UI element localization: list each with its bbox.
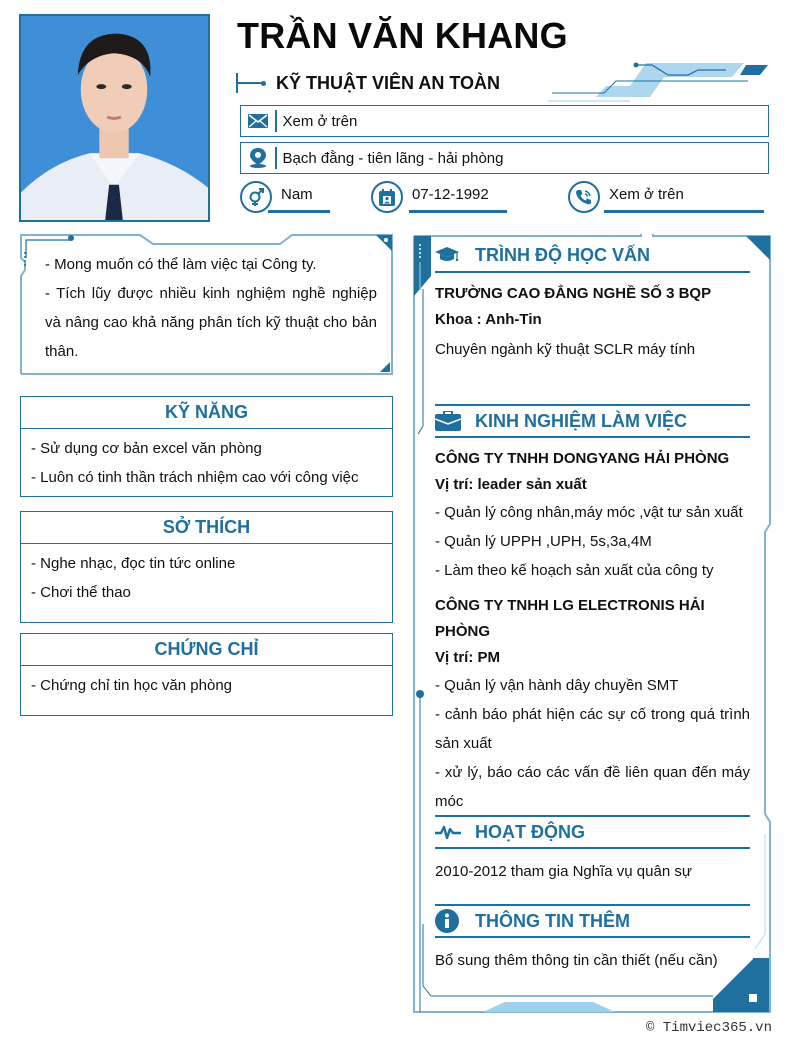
- job-title: KỸ THUẬT VIÊN AN TOÀN: [276, 73, 501, 93]
- objective-line: - Tích lũy được nhiều kinh nghiệm nghề nghiệp và nâng cao khả năng phân tích kỹ thuật cho bản thân.: [45, 285, 377, 360]
- job-detail: - Quản lý công nhân,máy móc ,vật tư sản xuất: [435, 504, 743, 521]
- additional-info-text: Bổ sung thêm thông tin cần thiết (nếu cần): [435, 952, 718, 969]
- education-title: TRÌNH ĐỘ HỌC VẤN: [475, 244, 650, 265]
- activities-section: [435, 815, 750, 886]
- portrait-image: [21, 16, 208, 220]
- birthday-field: [371, 181, 509, 215]
- education-section: [435, 239, 750, 364]
- gender-field: [240, 181, 332, 215]
- gender-value: Nam: [281, 186, 313, 203]
- skills-title: KỸ NĂNG: [21, 397, 392, 429]
- address-field: [240, 142, 769, 174]
- objective-line: - Mong muốn có thể làm việc tại Công ty.: [45, 256, 317, 273]
- additional-info-header: [435, 904, 750, 938]
- additional-info-section: [435, 904, 750, 975]
- gender-icon: [240, 181, 272, 213]
- additional-info-title: THÔNG TIN THÊM: [475, 910, 630, 931]
- phone-field: [568, 181, 764, 215]
- job-detail: - Làm theo kế hoạch sản xuất của công ty: [435, 562, 714, 579]
- graduation-cap-icon: [435, 246, 475, 264]
- briefcase-icon: [435, 411, 475, 431]
- job-detail: - cảnh báo phát hiện các sự cố trong quá trình sản xuất: [435, 706, 750, 752]
- certificate-item: - Chứng chỉ tin học văn phòng: [31, 677, 232, 694]
- profile-photo: [19, 14, 210, 222]
- phone-icon: [568, 181, 600, 213]
- circuit-decoration: [538, 60, 770, 102]
- experience-title: KINH NGHIỆM LÀM VIỆC: [475, 410, 688, 431]
- job-position: Vị trí: PM: [435, 649, 501, 666]
- skill-item: - Sử dụng cơ bản excel văn phòng: [31, 440, 262, 457]
- info-icon: [435, 909, 475, 933]
- major: Chuyên ngành kỹ thuật SCLR máy tính: [435, 341, 696, 358]
- hobby-item: - Chơi thể thao: [31, 584, 131, 601]
- candidate-name: TRẦN VĂN KHANG: [237, 15, 568, 56]
- job-detail: - Quản lý vận hành dây chuyền SMT: [435, 677, 679, 694]
- email-value: Xem ở trên: [282, 112, 358, 130]
- job-detail: - Quản lý UPPH ,UPH, 5s,3a,4M: [435, 533, 652, 550]
- experience-header: [435, 404, 750, 438]
- phone-value: Xem ở trên: [609, 186, 684, 203]
- job-position: Vị trí: leader sản xuất: [435, 476, 587, 493]
- faculty: Khoa : Anh-Tin: [435, 311, 542, 328]
- certificates-title: CHỨNG CHỈ: [21, 634, 392, 666]
- activity-text: 2010-2012 tham gia Nghĩa vụ quân sự: [435, 863, 692, 880]
- job-entry: [435, 593, 750, 816]
- hobby-item: - Nghe nhạc, đọc tin tức online: [31, 555, 236, 572]
- company-name: CÔNG TY TNHH DONGYANG HẢI PHÒNG: [435, 450, 730, 467]
- career-objective-box: [20, 234, 393, 375]
- education-header: [435, 239, 750, 273]
- hobbies-section: [20, 511, 393, 623]
- objective-text: [45, 250, 377, 366]
- experience-section: [435, 404, 750, 816]
- email-field: [240, 105, 769, 137]
- pulse-icon: [435, 824, 475, 840]
- envelope-icon: [241, 106, 275, 136]
- calendar-user-icon: [371, 181, 403, 213]
- skill-item: - Luôn có tinh thần trách nhiệm cao với công việc: [31, 469, 359, 486]
- activities-title: HOẠT ĐỘNG: [475, 821, 585, 842]
- job-detail: - xử lý, báo cáo các vấn đề liên quan đến máy móc: [435, 764, 750, 810]
- watermark: © Timviec365.vn: [645, 1020, 772, 1036]
- hobbies-title: SỞ THÍCH: [21, 512, 392, 544]
- certificates-section: [20, 633, 393, 716]
- title-connector-decoration: [236, 73, 266, 93]
- activities-header: [435, 815, 750, 849]
- map-pin-icon: [241, 143, 275, 173]
- birthday-value: 07-12-1992: [412, 186, 489, 203]
- company-name: CÔNG TY TNHH LG ELECTRONIS HẢI PHÒNG: [435, 597, 705, 640]
- job-entry: [435, 446, 750, 585]
- school-name: TRƯỜNG CAO ĐẲNG NGHỀ SỐ 3 BQP: [435, 285, 712, 302]
- skills-section: [20, 396, 393, 497]
- address-value: Bạch đằng - tiên lãng - hải phòng: [282, 149, 504, 167]
